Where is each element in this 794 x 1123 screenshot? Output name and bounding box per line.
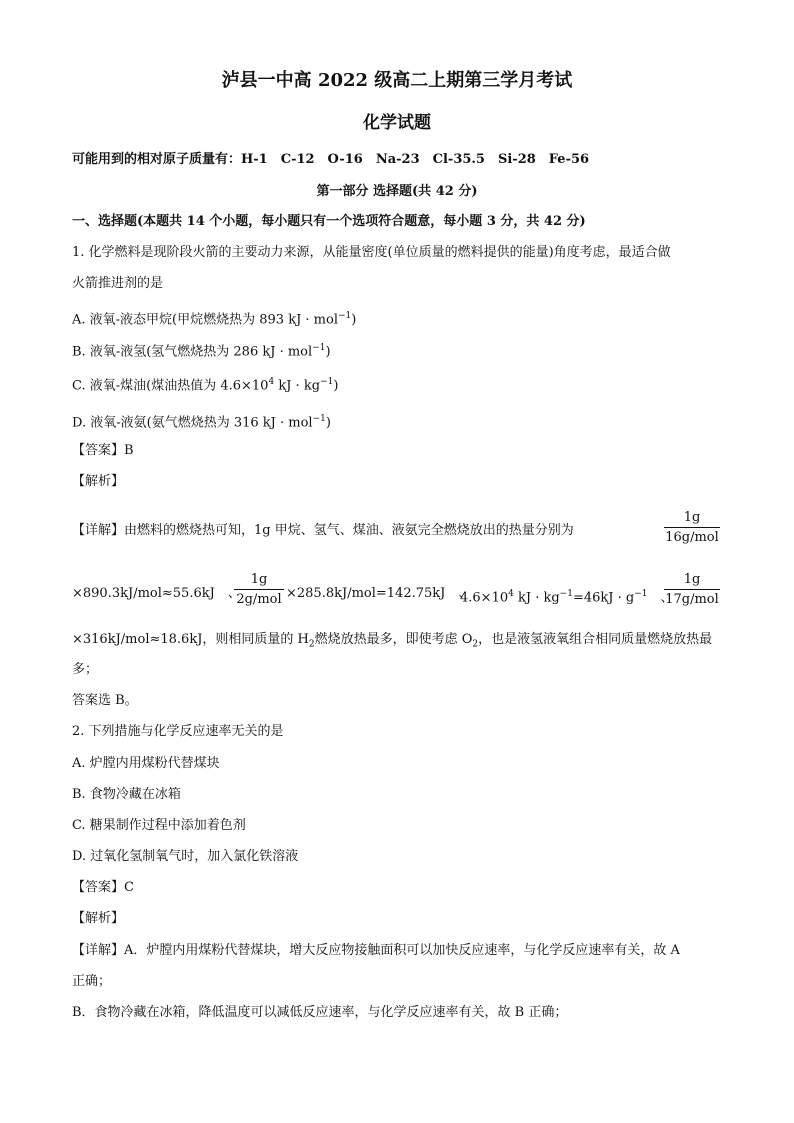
exam-title: 泸县一中高 2022 级高二上期第三学月考试: [221, 70, 573, 91]
q1-fraction-3: [664, 572, 720, 607]
q1-option-c: C. 液氧-煤油(煤油热值为 $4.6\times 10^4$ kJ · $kg^{-1}$): [72, 377, 339, 394]
q1-stem-line2: 火箭推进剂的是: [72, 276, 164, 291]
q1-stem-line1: 1. 化学燃料是现阶段火箭的主要动力来源，从能量密度(单位质量的燃料提供的能量)角度考虑，最适合做: [72, 245, 671, 260]
q2-analysis-label: 【解析】: [72, 911, 125, 926]
q1-calc-3a: 4.6×10: [460, 590, 509, 606]
q2-detail-line3: B．食物冷藏在冰箱，降低温度可以减低反应速率，与化学反应速率有关，故 B 正确；: [72, 1005, 568, 1020]
q1-fraction-2-num: 1g: [234, 572, 284, 590]
q1-option-c-text: C. 液氧-煤油(煤油热值为 4.6×10: [72, 378, 269, 394]
q1-option-a: A. 液氧-液态甲烷(甲烷燃烧热为 893 kJ · mol$^{-1}$): [72, 311, 357, 328]
q2-option-a: A. 炉膛内用煤粉代替煤块: [72, 756, 220, 771]
atomic-masses: 可能用到的相对原子质量有：H-1 C-12 O-16 Na-23 Cl-35.5 Si-28 Fe-56: [72, 152, 590, 167]
q1-calc-3: $4.6\times 10^4$ kJ · $kg^{-1}=46kJ \cdot g^{-1}$ 、: [460, 589, 674, 606]
q1-option-d: D. 液氧-液氨(氨气燃烧热为 316 kJ · mol$^{-1}$): [72, 414, 331, 431]
q2-option-c: C. 糖果制作过程中添加着色剂: [72, 818, 246, 833]
q1-conclusion-line2: 多；: [72, 662, 99, 677]
q2-option-b: B. 食物冷藏在冰箱: [72, 787, 181, 802]
q2-detail-line2: 正确；: [72, 974, 112, 989]
q2-detail-line1: 【详解】A．炉膛内用煤粉代替煤块，增大反应物接触面积可以加快反应速率，与化学反应速率有关，故 A: [72, 943, 680, 958]
q1-fraction-1: [664, 510, 720, 545]
q1-final-answer: 答案选 B。: [72, 693, 138, 708]
q1-conclusion-c: ，也是液氢液氧组合相同质量燃烧放热最: [478, 632, 713, 647]
q1-conclusion-line1: ×316kJ/mol≈18.6kJ，则相同质量的 $H_2$燃烧放热最多，即使考虑 $O_2$，也是液氢液氧组合相同质量燃烧放热最: [72, 632, 713, 650]
q1-option-a-text: A. 液氧-液态甲烷(甲烷燃烧热为 893 kJ · mol: [72, 312, 338, 328]
q1-option-b: B. 液氧-液氢(氢气燃烧热为 286 kJ · mol$^{-1}$): [72, 343, 331, 360]
q1-fraction-3-num: 1g: [664, 572, 720, 590]
q2-answer: 【答案】C: [72, 880, 134, 895]
exam-subtitle: 化学试题: [363, 113, 431, 133]
q1-answer: 【答案】B: [72, 443, 134, 458]
q2-option-d: D. 过氧化氢制氧气时，加入氯化铁溶液: [72, 849, 299, 864]
q1-calc-3c: =46kJ · g: [572, 590, 635, 606]
q1-fraction-2: [234, 572, 284, 607]
q1-calc-2: ×285.8kJ/mol=142.75kJ 、: [286, 586, 472, 601]
q1-option-b-text: B. 液氧-液氢(氢气燃烧热为 286 kJ · mol: [72, 344, 313, 360]
q1-fraction-3-den: 17g/mol: [665, 592, 719, 607]
q1-conclusion-a: ×316kJ/mol≈18.6kJ，则相同质量的 H: [72, 632, 309, 647]
q1-fraction-1-den: 16g/mol: [665, 530, 719, 545]
q1-option-c-unit: kJ · kg: [274, 378, 321, 394]
section-title: 一、选择题(本题共 14 个小题，每小题只有一个选项符合题意，每小题 3 分，共 42 分): [72, 214, 586, 229]
q1-fraction-2-den: 2g/mol: [236, 592, 282, 607]
q1-option-d-text: D. 液氧-液氨(氨气燃烧热为 316 kJ · mol: [72, 415, 313, 431]
q1-calc-3d: 、: [647, 590, 674, 606]
q1-detail-prefix: 【详解】由燃料的燃烧热可知，1g 甲烷、氢气、煤油、液氨完全燃烧放出的热量分别为: [72, 523, 574, 538]
q1-conclusion-b: 燃烧放热最多，即使考虑 O: [314, 632, 473, 647]
q1-fraction-1-num: 1g: [664, 510, 720, 528]
q2-stem: 2. 下列措施与化学反应速率无关的是: [72, 724, 284, 739]
q1-calc-1: ×890.3kJ/mol≈55.6kJ 、: [72, 586, 241, 601]
q1-analysis-label: 【解析】: [72, 474, 125, 489]
q1-calc-3b: kJ · kg: [513, 590, 560, 606]
part-title: 第一部分 选择题(共 42 分): [316, 184, 478, 199]
